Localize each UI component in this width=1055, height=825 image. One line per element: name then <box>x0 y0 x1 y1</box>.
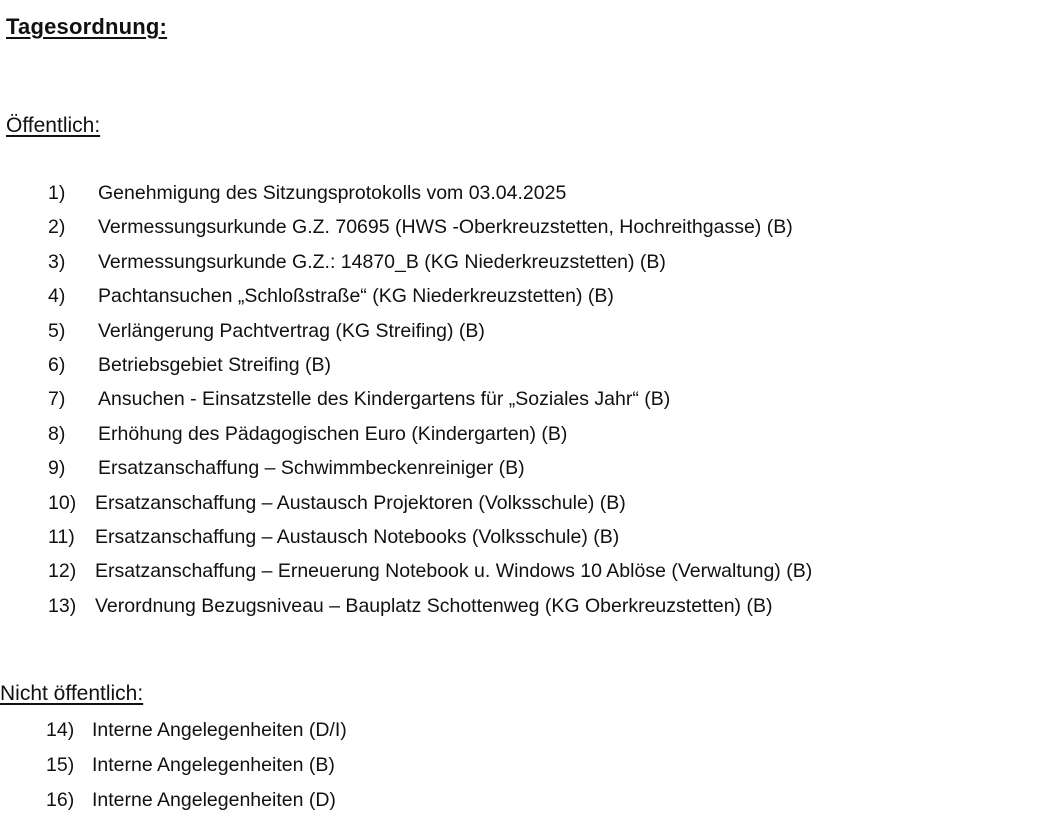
agenda-item <box>48 423 812 457</box>
item-text: Pachtansuchen „Schloßstraße“ (KG Niederkreuzstetten) (B) <box>98 285 614 308</box>
agenda-item <box>48 320 812 354</box>
item-number: 12) <box>48 560 77 583</box>
agenda-item <box>48 560 812 594</box>
public-agenda-list <box>48 182 812 629</box>
agenda-item <box>48 251 812 285</box>
item-number: 9) <box>48 457 66 480</box>
item-text: Interne Angelegenheiten (D) <box>92 789 336 811</box>
agenda-item <box>48 457 812 491</box>
item-text: Ersatzanschaffung – Austausch Projektoren (Volksschule) (B) <box>95 491 626 514</box>
item-text: Ersatzanschaffung – Erneuerung Notebook u. Windows 10 Ablöse (Verwaltung) (B) <box>95 560 813 583</box>
private-agenda-list <box>46 719 347 824</box>
item-text: Genehmigung des Sitzungsprotokolls vom 03.04.2025 <box>98 182 567 204</box>
item-text: Ersatzanschaffung – Schwimmbeckenreiniger (B) <box>98 457 525 480</box>
item-number: 15) <box>46 754 75 776</box>
private-section-heading: Nicht öffentlich: <box>0 682 144 705</box>
agenda-item <box>46 754 347 789</box>
item-number: 13) <box>48 594 77 617</box>
agenda-item <box>48 492 812 526</box>
item-number: 2) <box>48 216 66 239</box>
agenda-item <box>48 182 812 216</box>
item-number: 4) <box>48 285 66 308</box>
item-text: Erhöhung des Pädagogischen Euro (Kindergarten) (B) <box>98 422 568 445</box>
item-text: Verordnung Bezugsniveau – Bauplatz Schottenweg (KG Oberkreuzstetten) (B) <box>95 594 773 617</box>
agenda-item <box>48 216 812 250</box>
agenda-item <box>48 388 812 422</box>
item-number: 14) <box>46 719 75 741</box>
item-number: 7) <box>48 388 66 411</box>
item-number: 6) <box>48 353 66 376</box>
agenda-item <box>48 285 812 319</box>
item-text: Interne Angelegenheiten (B) <box>92 754 335 776</box>
item-number: 16) <box>46 789 75 811</box>
item-number: 8) <box>48 422 66 445</box>
agenda-item <box>48 526 812 560</box>
item-text: Vermessungsurkunde G.Z. 70695 (HWS -Oberkreuzstetten, Hochreithgasse) (B) <box>98 216 793 239</box>
item-number: 11) <box>48 525 75 548</box>
item-text: Ansuchen - Einsatzstelle des Kindergartens für „Soziales Jahr“ (B) <box>98 388 671 411</box>
item-number: 1) <box>48 182 66 204</box>
document-title: Tagesordnung: <box>6 14 168 39</box>
agenda-item <box>48 354 812 388</box>
item-number: 5) <box>48 319 66 342</box>
item-text: Vermessungsurkunde G.Z.: 14870_B (KG Niederkreuzstetten) (B) <box>98 250 666 273</box>
agenda-item <box>48 595 812 629</box>
agenda-item <box>46 719 347 754</box>
item-number: 10) <box>48 491 77 514</box>
item-text: Ersatzanschaffung – Austausch Notebooks (Volksschule) (B) <box>95 525 620 548</box>
item-text: Betriebsgebiet Streifing (B) <box>98 353 332 376</box>
agenda-item <box>46 789 347 824</box>
item-number: 3) <box>48 250 66 273</box>
public-section-heading: Öffentlich: <box>6 114 101 137</box>
item-text: Interne Angelegenheiten (D/I) <box>92 719 347 741</box>
item-text: Verlängerung Pachtvertrag (KG Streifing) (B) <box>98 319 485 342</box>
